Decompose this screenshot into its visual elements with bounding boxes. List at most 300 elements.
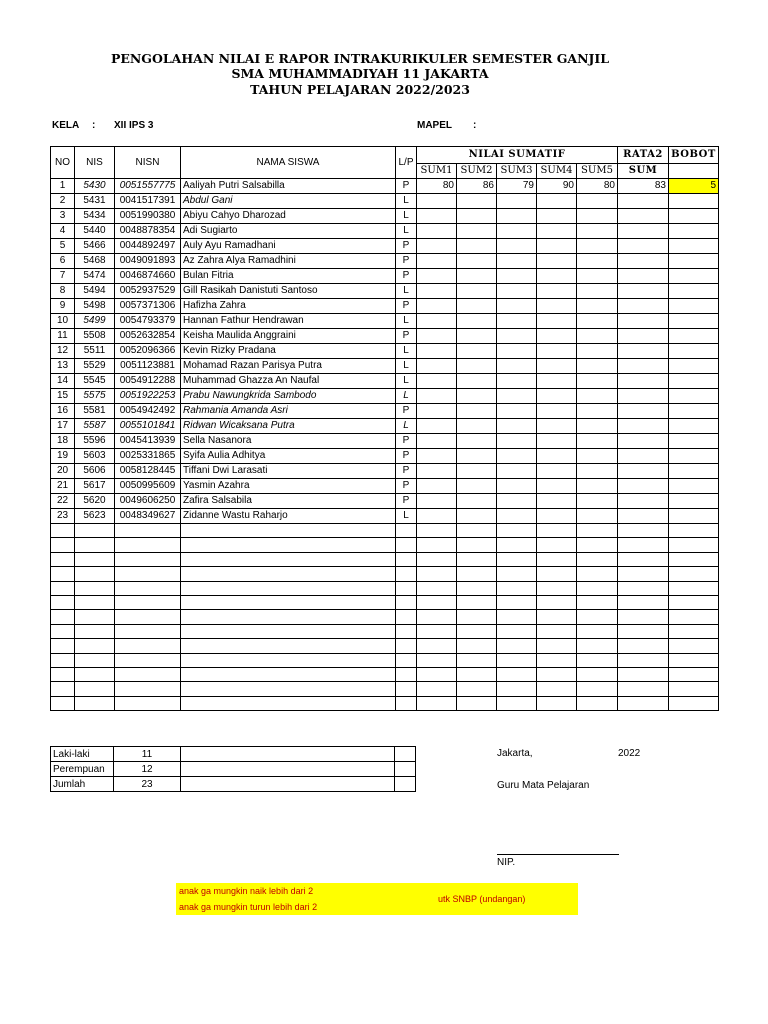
cell-no[interactable]: 10 [51, 314, 75, 329]
empty-cell[interactable] [417, 610, 457, 624]
cell-sum2[interactable] [457, 374, 497, 389]
empty-cell[interactable] [618, 552, 669, 566]
cell-sum1[interactable] [417, 239, 457, 254]
cell-sum2[interactable] [457, 404, 497, 419]
cell-sum4[interactable]: 90 [537, 179, 577, 194]
cell-sum3[interactable] [497, 284, 537, 299]
cell-bobot[interactable]: 5 [669, 179, 719, 194]
empty-cell[interactable] [577, 595, 618, 609]
cell-rata2[interactable] [618, 314, 669, 329]
empty-cell[interactable] [618, 581, 669, 595]
cell-nis[interactable]: 5529 [75, 359, 115, 374]
empty-cell[interactable] [618, 639, 669, 653]
cell-sum5[interactable] [577, 314, 618, 329]
empty-cell[interactable] [51, 595, 75, 609]
cell-sum4[interactable] [537, 329, 577, 344]
empty-cell[interactable] [115, 610, 181, 624]
cell-nis[interactable]: 5474 [75, 269, 115, 284]
empty-cell[interactable] [75, 696, 115, 710]
cell-nisn[interactable]: 0058128445 [115, 464, 181, 479]
cell-sum4[interactable] [537, 419, 577, 434]
cell-sum2[interactable] [457, 344, 497, 359]
cell-no[interactable]: 12 [51, 344, 75, 359]
cell-lp[interactable]: L [396, 194, 417, 209]
empty-cell[interactable] [669, 610, 719, 624]
cell-sum5[interactable] [577, 299, 618, 314]
cell-sum2[interactable] [457, 479, 497, 494]
cell-sum3[interactable] [497, 224, 537, 239]
cell-sum1[interactable] [417, 344, 457, 359]
cell-sum3[interactable] [497, 404, 537, 419]
cell-bobot[interactable] [669, 284, 719, 299]
cell-sum1[interactable] [417, 269, 457, 284]
cell-rata2[interactable] [618, 494, 669, 509]
cell-sum4[interactable] [537, 299, 577, 314]
cell-sum2[interactable] [457, 314, 497, 329]
empty-cell[interactable] [396, 667, 417, 681]
cell-nisn[interactable]: 0052632854 [115, 329, 181, 344]
cell-no[interactable]: 7 [51, 269, 75, 284]
cell-sum2[interactable] [457, 419, 497, 434]
cell-rata2[interactable] [618, 284, 669, 299]
empty-cell[interactable] [577, 682, 618, 696]
empty-cell[interactable] [577, 653, 618, 667]
cell-sum3[interactable] [497, 194, 537, 209]
cell-bobot[interactable] [669, 374, 719, 389]
cell-lp[interactable]: P [396, 449, 417, 464]
cell-sum2[interactable] [457, 209, 497, 224]
empty-cell[interactable] [457, 653, 497, 667]
empty-cell[interactable] [51, 667, 75, 681]
cell-sum3[interactable] [497, 299, 537, 314]
cell-lp[interactable]: L [396, 359, 417, 374]
empty-cell[interactable] [669, 581, 719, 595]
cell-sum2[interactable] [457, 449, 497, 464]
cell-no[interactable]: 14 [51, 374, 75, 389]
cell-sum2[interactable] [457, 494, 497, 509]
cell-bobot[interactable] [669, 224, 719, 239]
empty-cell[interactable] [497, 581, 537, 595]
cell-lp[interactable]: L [396, 374, 417, 389]
cell-no[interactable]: 4 [51, 224, 75, 239]
cell-sum5[interactable] [577, 269, 618, 284]
cell-nama[interactable]: Zafira Salsabila [181, 494, 396, 509]
empty-cell[interactable] [51, 653, 75, 667]
empty-cell[interactable] [497, 624, 537, 638]
empty-cell[interactable] [115, 581, 181, 595]
cell-rata2[interactable] [618, 269, 669, 284]
empty-cell[interactable] [537, 567, 577, 581]
empty-cell[interactable] [497, 667, 537, 681]
cell-rata2[interactable] [618, 329, 669, 344]
cell-nis[interactable]: 5508 [75, 329, 115, 344]
empty-cell[interactable] [396, 552, 417, 566]
cell-no[interactable]: 6 [51, 254, 75, 269]
empty-cell[interactable] [181, 524, 396, 538]
cell-rata2[interactable]: 83 [618, 179, 669, 194]
empty-cell[interactable] [115, 524, 181, 538]
cell-nama[interactable]: Bulan Fitria [181, 269, 396, 284]
cell-bobot[interactable] [669, 344, 719, 359]
cell-lp[interactable]: P [396, 404, 417, 419]
cell-sum5[interactable] [577, 284, 618, 299]
empty-cell[interactable] [75, 667, 115, 681]
cell-lp[interactable]: L [396, 314, 417, 329]
empty-cell[interactable] [417, 667, 457, 681]
cell-sum3[interactable] [497, 329, 537, 344]
cell-sum5[interactable] [577, 479, 618, 494]
empty-cell[interactable] [115, 667, 181, 681]
empty-cell[interactable] [51, 581, 75, 595]
cell-nisn[interactable]: 0048349627 [115, 509, 181, 524]
cell-bobot[interactable] [669, 464, 719, 479]
empty-cell[interactable] [457, 696, 497, 710]
cell-sum5[interactable] [577, 389, 618, 404]
cell-no[interactable]: 15 [51, 389, 75, 404]
cell-sum4[interactable] [537, 314, 577, 329]
cell-nama[interactable]: Az Zahra Alya Ramadhini [181, 254, 396, 269]
empty-cell[interactable] [115, 696, 181, 710]
cell-sum4[interactable] [537, 239, 577, 254]
empty-cell[interactable] [577, 624, 618, 638]
cell-lp[interactable]: P [396, 239, 417, 254]
empty-cell[interactable] [115, 639, 181, 653]
cell-sum2[interactable] [457, 464, 497, 479]
cell-sum4[interactable] [537, 359, 577, 374]
cell-sum2[interactable] [457, 239, 497, 254]
cell-nis[interactable]: 5466 [75, 239, 115, 254]
cell-no[interactable]: 9 [51, 299, 75, 314]
cell-rata2[interactable] [618, 404, 669, 419]
cell-nama[interactable]: Mohamad Razan Parisya Putra [181, 359, 396, 374]
empty-cell[interactable] [115, 653, 181, 667]
cell-nis[interactable]: 5545 [75, 374, 115, 389]
empty-cell[interactable] [417, 682, 457, 696]
cell-sum3[interactable] [497, 419, 537, 434]
empty-cell[interactable] [457, 524, 497, 538]
cell-sum3[interactable] [497, 269, 537, 284]
cell-sum5[interactable] [577, 359, 618, 374]
cell-sum3[interactable] [497, 209, 537, 224]
cell-sum1[interactable] [417, 314, 457, 329]
empty-cell[interactable] [457, 581, 497, 595]
cell-sum5[interactable] [577, 344, 618, 359]
cell-nama[interactable]: Hafizha Zahra [181, 299, 396, 314]
cell-sum1[interactable] [417, 194, 457, 209]
empty-cell[interactable] [457, 567, 497, 581]
cell-lp[interactable]: P [396, 479, 417, 494]
cell-nisn[interactable]: 0041517391 [115, 194, 181, 209]
cell-sum5[interactable] [577, 239, 618, 254]
cell-nama[interactable]: Zidanne Wastu Raharjo [181, 509, 396, 524]
cell-sum2[interactable] [457, 389, 497, 404]
cell-nisn[interactable]: 0044892497 [115, 239, 181, 254]
empty-cell[interactable] [577, 538, 618, 552]
empty-cell[interactable] [537, 552, 577, 566]
cell-nisn[interactable]: 0052096366 [115, 344, 181, 359]
empty-cell[interactable] [75, 610, 115, 624]
cell-rata2[interactable] [618, 464, 669, 479]
cell-nisn[interactable]: 0051557775 [115, 179, 181, 194]
cell-no[interactable]: 11 [51, 329, 75, 344]
empty-cell[interactable] [537, 639, 577, 653]
cell-sum3[interactable] [497, 374, 537, 389]
empty-cell[interactable] [417, 595, 457, 609]
empty-cell[interactable] [497, 538, 537, 552]
cell-sum5[interactable] [577, 254, 618, 269]
cell-lp[interactable]: L [396, 209, 417, 224]
empty-cell[interactable] [537, 524, 577, 538]
empty-cell[interactable] [669, 567, 719, 581]
empty-cell[interactable] [669, 653, 719, 667]
cell-nama[interactable]: Kevin Rizky Pradana [181, 344, 396, 359]
empty-cell[interactable] [669, 696, 719, 710]
empty-cell[interactable] [417, 639, 457, 653]
empty-cell[interactable] [75, 524, 115, 538]
empty-cell[interactable] [457, 682, 497, 696]
cell-nis[interactable]: 5606 [75, 464, 115, 479]
cell-nisn[interactable]: 0055101841 [115, 419, 181, 434]
empty-cell[interactable] [115, 567, 181, 581]
cell-sum4[interactable] [537, 449, 577, 464]
cell-nama[interactable]: Yasmin Azahra [181, 479, 396, 494]
cell-lp[interactable]: L [396, 419, 417, 434]
empty-cell[interactable] [181, 581, 396, 595]
cell-bobot[interactable] [669, 419, 719, 434]
empty-cell[interactable] [457, 667, 497, 681]
empty-cell[interactable] [457, 610, 497, 624]
cell-no[interactable]: 3 [51, 209, 75, 224]
cell-sum5[interactable]: 80 [577, 179, 618, 194]
cell-sum1[interactable] [417, 374, 457, 389]
empty-cell[interactable] [417, 624, 457, 638]
cell-sum4[interactable] [537, 374, 577, 389]
empty-cell[interactable] [396, 538, 417, 552]
cell-nis[interactable]: 5620 [75, 494, 115, 509]
empty-cell[interactable] [417, 653, 457, 667]
cell-no[interactable]: 21 [51, 479, 75, 494]
empty-cell[interactable] [75, 595, 115, 609]
cell-rata2[interactable] [618, 389, 669, 404]
cell-nis[interactable]: 5511 [75, 344, 115, 359]
empty-cell[interactable] [51, 552, 75, 566]
empty-cell[interactable] [497, 653, 537, 667]
cell-nis[interactable]: 5581 [75, 404, 115, 419]
empty-cell[interactable] [497, 552, 537, 566]
cell-sum5[interactable] [577, 464, 618, 479]
cell-nis[interactable]: 5430 [75, 179, 115, 194]
cell-sum3[interactable]: 79 [497, 179, 537, 194]
cell-nis[interactable]: 5440 [75, 224, 115, 239]
empty-cell[interactable] [537, 653, 577, 667]
cell-sum1[interactable] [417, 509, 457, 524]
cell-sum3[interactable] [497, 344, 537, 359]
empty-cell[interactable] [115, 595, 181, 609]
cell-sum1[interactable] [417, 449, 457, 464]
empty-cell[interactable] [115, 624, 181, 638]
empty-cell[interactable] [181, 538, 396, 552]
cell-no[interactable]: 19 [51, 449, 75, 464]
cell-nis[interactable]: 5596 [75, 434, 115, 449]
empty-cell[interactable] [497, 639, 537, 653]
cell-sum4[interactable] [537, 389, 577, 404]
cell-nis[interactable]: 5603 [75, 449, 115, 464]
empty-cell[interactable] [457, 538, 497, 552]
empty-cell[interactable] [669, 682, 719, 696]
cell-sum4[interactable] [537, 269, 577, 284]
cell-nisn[interactable]: 0048878354 [115, 224, 181, 239]
empty-cell[interactable] [75, 653, 115, 667]
cell-nisn[interactable]: 0025331865 [115, 449, 181, 464]
cell-sum1[interactable]: 80 [417, 179, 457, 194]
empty-cell[interactable] [75, 538, 115, 552]
cell-sum3[interactable] [497, 239, 537, 254]
empty-cell[interactable] [618, 595, 669, 609]
cell-sum2[interactable] [457, 434, 497, 449]
empty-cell[interactable] [181, 696, 396, 710]
cell-sum4[interactable] [537, 209, 577, 224]
cell-nama[interactable]: Gill Rasikah Danistuti Santoso [181, 284, 396, 299]
cell-sum4[interactable] [537, 464, 577, 479]
cell-bobot[interactable] [669, 494, 719, 509]
empty-cell[interactable] [669, 595, 719, 609]
cell-rata2[interactable] [618, 194, 669, 209]
cell-lp[interactable]: P [396, 179, 417, 194]
empty-cell[interactable] [537, 696, 577, 710]
cell-nisn[interactable]: 0051990380 [115, 209, 181, 224]
cell-sum2[interactable]: 86 [457, 179, 497, 194]
cell-no[interactable]: 18 [51, 434, 75, 449]
cell-nisn[interactable]: 0049091893 [115, 254, 181, 269]
empty-cell[interactable] [115, 552, 181, 566]
cell-sum3[interactable] [497, 359, 537, 374]
empty-cell[interactable] [181, 639, 396, 653]
empty-cell[interactable] [417, 696, 457, 710]
empty-cell[interactable] [577, 639, 618, 653]
empty-cell[interactable] [669, 667, 719, 681]
cell-lp[interactable]: P [396, 329, 417, 344]
cell-sum5[interactable] [577, 509, 618, 524]
cell-sum1[interactable] [417, 389, 457, 404]
empty-cell[interactable] [537, 581, 577, 595]
cell-no[interactable]: 17 [51, 419, 75, 434]
empty-cell[interactable] [669, 538, 719, 552]
cell-bobot[interactable] [669, 359, 719, 374]
cell-no[interactable]: 5 [51, 239, 75, 254]
empty-cell[interactable] [497, 567, 537, 581]
empty-cell[interactable] [577, 667, 618, 681]
cell-nisn[interactable]: 0057371306 [115, 299, 181, 314]
cell-sum2[interactable] [457, 254, 497, 269]
cell-bobot[interactable] [669, 449, 719, 464]
empty-cell[interactable] [417, 581, 457, 595]
cell-lp[interactable]: P [396, 464, 417, 479]
empty-cell[interactable] [669, 639, 719, 653]
cell-lp[interactable]: L [396, 284, 417, 299]
cell-sum4[interactable] [537, 509, 577, 524]
empty-cell[interactable] [181, 567, 396, 581]
cell-sum2[interactable] [457, 284, 497, 299]
cell-lp[interactable]: P [396, 299, 417, 314]
empty-cell[interactable] [577, 524, 618, 538]
cell-nama[interactable]: Hannan Fathur Hendrawan [181, 314, 396, 329]
empty-cell[interactable] [618, 667, 669, 681]
cell-sum1[interactable] [417, 224, 457, 239]
empty-cell[interactable] [497, 524, 537, 538]
empty-cell[interactable] [417, 552, 457, 566]
cell-bobot[interactable] [669, 389, 719, 404]
cell-sum5[interactable] [577, 194, 618, 209]
cell-no[interactable]: 2 [51, 194, 75, 209]
cell-lp[interactable]: L [396, 509, 417, 524]
empty-cell[interactable] [577, 610, 618, 624]
empty-cell[interactable] [51, 639, 75, 653]
cell-nisn[interactable]: 0046874660 [115, 269, 181, 284]
empty-cell[interactable] [497, 595, 537, 609]
empty-cell[interactable] [396, 696, 417, 710]
cell-bobot[interactable] [669, 509, 719, 524]
empty-cell[interactable] [537, 624, 577, 638]
cell-sum3[interactable] [497, 494, 537, 509]
cell-nis[interactable]: 5617 [75, 479, 115, 494]
cell-rata2[interactable] [618, 434, 669, 449]
cell-no[interactable]: 22 [51, 494, 75, 509]
cell-lp[interactable]: L [396, 344, 417, 359]
cell-sum1[interactable] [417, 434, 457, 449]
cell-sum1[interactable] [417, 359, 457, 374]
empty-cell[interactable] [618, 682, 669, 696]
cell-sum1[interactable] [417, 464, 457, 479]
empty-cell[interactable] [577, 696, 618, 710]
empty-cell[interactable] [75, 639, 115, 653]
empty-cell[interactable] [181, 667, 396, 681]
cell-lp[interactable]: P [396, 269, 417, 284]
cell-bobot[interactable] [669, 314, 719, 329]
cell-lp[interactable]: L [396, 224, 417, 239]
cell-nama[interactable]: Rahmania Amanda Asri [181, 404, 396, 419]
cell-sum2[interactable] [457, 509, 497, 524]
cell-nisn[interactable]: 0045413939 [115, 434, 181, 449]
cell-rata2[interactable] [618, 224, 669, 239]
cell-bobot[interactable] [669, 404, 719, 419]
cell-nis[interactable]: 5434 [75, 209, 115, 224]
cell-sum4[interactable] [537, 494, 577, 509]
cell-sum5[interactable] [577, 209, 618, 224]
cell-sum1[interactable] [417, 209, 457, 224]
cell-nisn[interactable]: 0054912288 [115, 374, 181, 389]
cell-sum2[interactable] [457, 299, 497, 314]
cell-nis[interactable]: 5623 [75, 509, 115, 524]
cell-sum5[interactable] [577, 449, 618, 464]
empty-cell[interactable] [181, 552, 396, 566]
cell-sum4[interactable] [537, 284, 577, 299]
cell-sum5[interactable] [577, 329, 618, 344]
empty-cell[interactable] [51, 682, 75, 696]
cell-sum2[interactable] [457, 359, 497, 374]
cell-nis[interactable]: 5499 [75, 314, 115, 329]
empty-cell[interactable] [396, 682, 417, 696]
empty-cell[interactable] [457, 595, 497, 609]
cell-sum4[interactable] [537, 434, 577, 449]
empty-cell[interactable] [537, 538, 577, 552]
cell-nama[interactable]: Aaliyah Putri Salsabilla [181, 179, 396, 194]
cell-sum3[interactable] [497, 434, 537, 449]
cell-nama[interactable]: Prabu Nawungkrida Sambodo [181, 389, 396, 404]
cell-lp[interactable]: P [396, 434, 417, 449]
cell-nisn[interactable]: 0051123881 [115, 359, 181, 374]
empty-cell[interactable] [457, 552, 497, 566]
empty-cell[interactable] [669, 552, 719, 566]
